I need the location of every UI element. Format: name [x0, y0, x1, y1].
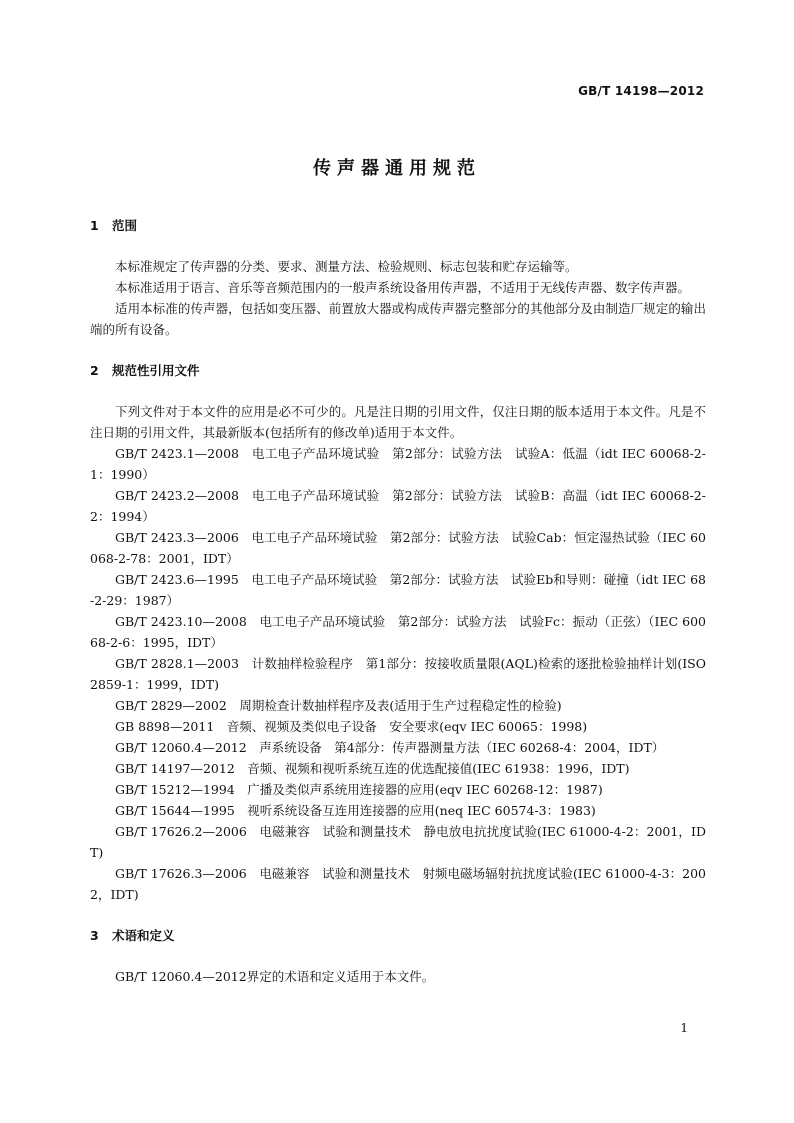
section-normative-references	[90, 360, 706, 905]
reference-item: GB/T 17626.2—2006 电磁兼容 试验和测量技术 静电放电抗扰度试验(IEC 61000-4-2：2001，IDT)	[90, 824, 706, 860]
reference-item: GB/T 2423.2—2008 电工电子产品环境试验 第2部分：试验方法 试验B：高温（idt IEC 60068-2-2：1994）	[90, 488, 706, 524]
section-number: 3	[90, 928, 99, 943]
reference-item: GB/T 2829—2002 周期检查计数抽样程序及表(适用于生产过程稳定性的检验)	[115, 698, 562, 713]
section-number: 1	[90, 218, 99, 233]
page-number: 1	[680, 1021, 688, 1035]
section-heading	[90, 360, 706, 381]
reference-item: GB/T 15212—1994 广播及类似声系统用连接器的应用(eqv IEC 60268-12：1987)	[115, 782, 603, 797]
reference-item: GB 8898—2011 音频、视频及类似电子设备 安全要求(eqv IEC 60065：1998)	[115, 719, 588, 734]
reference-item: GB/T 2828.1—2003 计数抽样检验程序 第1部分：按接收质量限(AQL)检索的逐批检验抽样计划(ISO 2859-1：1999，IDT)	[90, 656, 706, 692]
paragraph: 适用本标准的传声器，包括如变压器、前置放大器或构成传声器完整部分的其他部分及由制造厂规定的输出端的所有设备。	[90, 301, 706, 337]
section-heading	[90, 925, 706, 946]
paragraph: 本标准规定了传声器的分类、要求、测量方法、检验规则、标志包装和贮存运输等。	[115, 259, 578, 274]
document-title: 传声器通用规范	[313, 158, 481, 179]
reference-item: GB/T 2423.10—2008 电工电子产品环境试验 第2部分：试验方法 试验Fc：振动（正弦）（IEC 60068-2-6：1995，IDT）	[90, 614, 706, 650]
document-body	[90, 215, 706, 1007]
standard-number: GB/T 14198—2012	[578, 84, 704, 98]
section-title: 范围	[112, 218, 138, 233]
section-title: 规范性引用文件	[112, 363, 200, 378]
section-number: 2	[90, 363, 99, 378]
reference-item: GB/T 15644—1995 视听系统设备互连用连接器的应用(neq IEC 60574-3：1983)	[115, 803, 596, 818]
reference-item: GB/T 2423.3—2006 电工电子产品环境试验 第2部分：试验方法 试验Cab：恒定湿热试验（IEC 60068-2-78：2001，IDT）	[90, 530, 706, 566]
section-heading	[90, 215, 706, 236]
reference-item: GB/T 12060.4—2012 声系统设备 第4部分：传声器测量方法（IEC 60268-4：2004，IDT）	[115, 740, 665, 755]
reference-item: GB/T 2423.1—2008 电工电子产品环境试验 第2部分：试验方法 试验A：低温（idt IEC 60068-2-1：1990）	[90, 446, 706, 482]
reference-item: GB/T 17626.3—2006 电磁兼容 试验和测量技术 射频电磁场辐射抗扰度试验(IEC 61000-4-3：2002，IDT)	[90, 866, 706, 902]
section-terms-definitions	[90, 925, 706, 987]
paragraph: 本标准适用于语言、音乐等音频范围内的一般声系统设备用传声器，不适用于无线传声器、数字传声器。	[115, 280, 691, 295]
paragraph: 下列文件对于本文件的应用是必不可少的。凡是注日期的引用文件，仅注日期的版本适用于本文件。凡是不注日期的引用文件，其最新版本(包括所有的修改单)适用于本文件。	[90, 404, 706, 440]
reference-item: GB/T 2423.6—1995 电工电子产品环境试验 第2部分：试验方法 试验Eb和导则：碰撞（idt IEC 68-2-29：1987）	[90, 572, 706, 608]
paragraph: GB/T 12060.4—2012界定的术语和定义适用于本文件。	[115, 969, 435, 984]
section-title: 术语和定义	[112, 928, 175, 943]
section-scope	[90, 215, 706, 340]
reference-item: GB/T 14197—2012 音频、视频和视听系统互连的优选配接值(IEC 61938：1996，IDT)	[115, 761, 630, 776]
